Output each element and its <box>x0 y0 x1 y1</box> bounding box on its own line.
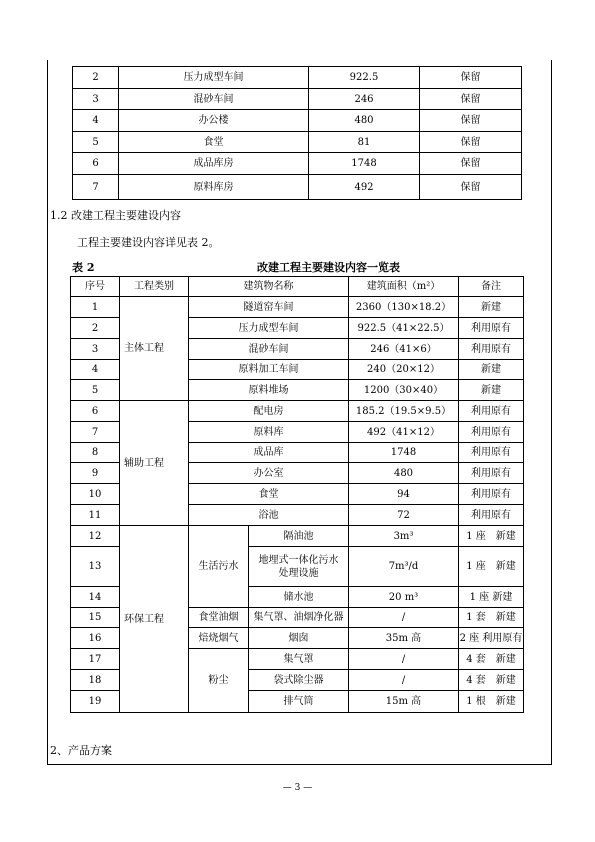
cell-area: 480 <box>349 463 459 484</box>
table-row <box>71 401 524 422</box>
cell-area: 922.5（41×22.5） <box>349 318 459 339</box>
cell-note: 保留 <box>420 67 522 89</box>
cell-note: 保留 <box>420 89 522 110</box>
building-table <box>72 66 522 200</box>
cell-area: 15m 高 <box>349 691 459 713</box>
cell-note: 4 套 新建 <box>459 649 524 670</box>
cell-note: 保留 <box>420 132 522 153</box>
cell-no: 12 <box>71 526 120 547</box>
cell-no: 4 <box>71 360 120 380</box>
cell-area: 492（41×12） <box>349 422 459 443</box>
cell-area: 1748 <box>309 153 420 175</box>
cell-building: 烟囱 <box>249 628 349 649</box>
cell-no: 15 <box>71 608 120 628</box>
cell-no: 2 <box>73 67 119 89</box>
cell-area: 81 <box>309 132 420 153</box>
cell-note: 新建 <box>459 297 524 318</box>
cell-no: 6 <box>71 401 120 422</box>
cell-building: 储水池 <box>249 587 349 608</box>
header-no: 序号 <box>71 277 120 297</box>
section2-heading: 2、产品方案 <box>50 744 112 757</box>
cell-no: 13 <box>71 547 120 587</box>
table-row <box>73 89 522 110</box>
cell-building: 原料加工车间 <box>189 360 349 380</box>
cell-no: 3 <box>71 339 120 360</box>
cell-note: 4 套 新建 <box>459 670 524 691</box>
header-building: 建筑物名称 <box>189 277 349 297</box>
cell-building: 混砂车间 <box>119 89 309 110</box>
cell-building: 集气罩 <box>249 649 349 670</box>
section-heading: 1.2 改建工程主要建设内容 <box>50 209 181 222</box>
cell-no: 9 <box>71 463 120 484</box>
cell-note: 利用原有 <box>459 505 524 526</box>
cell-area: / <box>349 649 459 670</box>
cell-note: 保留 <box>420 175 522 200</box>
cell-no: 11 <box>71 505 120 526</box>
header-note: 备注 <box>459 277 524 297</box>
cell-note: 利用原有 <box>459 484 524 505</box>
cell-area: 492 <box>309 175 420 200</box>
cell-area: 480 <box>309 110 420 132</box>
cell-area: 72 <box>349 505 459 526</box>
category-env: 环保工程 <box>120 526 189 713</box>
cell-no: 5 <box>71 380 120 401</box>
cell-note: 1 座 新建 <box>459 587 524 608</box>
subcategory-kiln-gas: 焙烧烟气 <box>189 628 249 649</box>
table-row <box>73 67 522 89</box>
cell-building: 隔油池 <box>249 526 349 547</box>
cell-note: 利用原有 <box>459 463 524 484</box>
construction-content-table <box>70 276 524 713</box>
cell-building: 配电房 <box>189 401 349 422</box>
cell-area: 2360（130×18.2） <box>349 297 459 318</box>
cell-area: 94 <box>349 484 459 505</box>
cell-area: 240（20×12） <box>349 360 459 380</box>
cell-note: 利用原有 <box>459 422 524 443</box>
cell-area: 35m 高 <box>349 628 459 649</box>
table-row <box>71 526 524 547</box>
cell-area: 185.2（19.5×9.5） <box>349 401 459 422</box>
cell-note: 新建 <box>459 380 524 401</box>
cell-area: 7m³/d <box>349 547 459 587</box>
cell-building <box>249 547 349 587</box>
cell-no: 4 <box>73 110 119 132</box>
cell-building: 原料库 <box>189 422 349 443</box>
cell-no: 17 <box>71 649 120 670</box>
cell-note: 1 根 新建 <box>459 691 524 713</box>
cell-building-line1: 地埋式一体化污水 <box>258 554 339 566</box>
cell-building: 成品库 <box>189 443 349 463</box>
cell-building: 排气筒 <box>249 691 349 713</box>
cell-no: 19 <box>71 691 120 713</box>
cell-building-line2: 处理设施 <box>278 567 319 579</box>
cell-area: 922.5 <box>309 67 420 89</box>
cell-building: 混砂车间 <box>189 339 349 360</box>
cell-no: 5 <box>73 132 119 153</box>
cell-note: 利用原有 <box>459 401 524 422</box>
cell-area: 20 m³ <box>349 587 459 608</box>
cell-no: 1 <box>71 297 120 318</box>
subcategory-canteen-fume: 食堂油烟 <box>189 608 249 628</box>
table-row <box>73 153 522 175</box>
cell-building: 隧道窑车间 <box>189 297 349 318</box>
cell-no: 8 <box>71 443 120 463</box>
category-aux: 辅助工程 <box>120 401 189 526</box>
cell-building: 浴池 <box>189 505 349 526</box>
category-main: 主体工程 <box>120 297 189 401</box>
cell-building: 袋式除尘器 <box>249 670 349 691</box>
cell-building: 压力成型车间 <box>119 67 309 89</box>
cell-note: 保留 <box>420 110 522 132</box>
table-row <box>73 132 522 153</box>
table-row <box>71 297 524 318</box>
cell-no: 7 <box>73 175 119 200</box>
cell-note: 1 套 新建 <box>459 608 524 628</box>
table-row <box>73 110 522 132</box>
cell-note: 利用原有 <box>459 318 524 339</box>
table-header-row <box>71 277 524 297</box>
cell-building: 食堂 <box>119 132 309 153</box>
subcategory-sewage: 生活污水 <box>189 526 249 608</box>
subcategory-dust: 粉尘 <box>189 649 249 713</box>
cell-area: / <box>349 670 459 691</box>
cell-area: 1200（30×40） <box>349 380 459 401</box>
page-number: — 3 — <box>282 783 313 793</box>
cell-note: 新建 <box>459 360 524 380</box>
body-paragraph: 工程主要建设内容详见表 2。 <box>77 236 220 249</box>
cell-note: 利用原有 <box>459 443 524 463</box>
table-label: 表 2 <box>72 261 95 274</box>
cell-note: 2 座 利用原有 <box>459 628 524 649</box>
header-category: 工程类别 <box>120 277 189 297</box>
cell-note: 利用原有 <box>459 339 524 360</box>
cell-no: 10 <box>71 484 120 505</box>
cell-note: 保留 <box>420 153 522 175</box>
cell-no: 3 <box>73 89 119 110</box>
cell-building: 食堂 <box>189 484 349 505</box>
cell-no: 18 <box>71 670 120 691</box>
cell-building: 原料堆场 <box>189 380 349 401</box>
header-area: 建筑面积（m²） <box>349 277 459 297</box>
cell-no: 16 <box>71 628 120 649</box>
cell-building: 压力成型车间 <box>189 318 349 339</box>
cell-building: 办公室 <box>189 463 349 484</box>
cell-building: 集气罩、油烟净化器 <box>249 608 349 628</box>
cell-building: 办公楼 <box>119 110 309 132</box>
cell-area: / <box>349 608 459 628</box>
cell-building: 原料库房 <box>119 175 309 200</box>
table-title: 改建工程主要建设内容一览表 <box>257 261 400 274</box>
cell-no: 6 <box>73 153 119 175</box>
cell-area: 246（41×6） <box>349 339 459 360</box>
cell-area: 3m³ <box>349 526 459 547</box>
cell-area: 246 <box>309 89 420 110</box>
table-row <box>73 175 522 200</box>
cell-note: 1 座 新建 <box>459 526 524 547</box>
cell-no: 14 <box>71 587 120 608</box>
cell-no: 2 <box>71 318 120 339</box>
cell-no: 7 <box>71 422 120 443</box>
cell-building: 成品库房 <box>119 153 309 175</box>
cell-area: 1748 <box>349 443 459 463</box>
cell-note: 1 座 新建 <box>459 547 524 587</box>
